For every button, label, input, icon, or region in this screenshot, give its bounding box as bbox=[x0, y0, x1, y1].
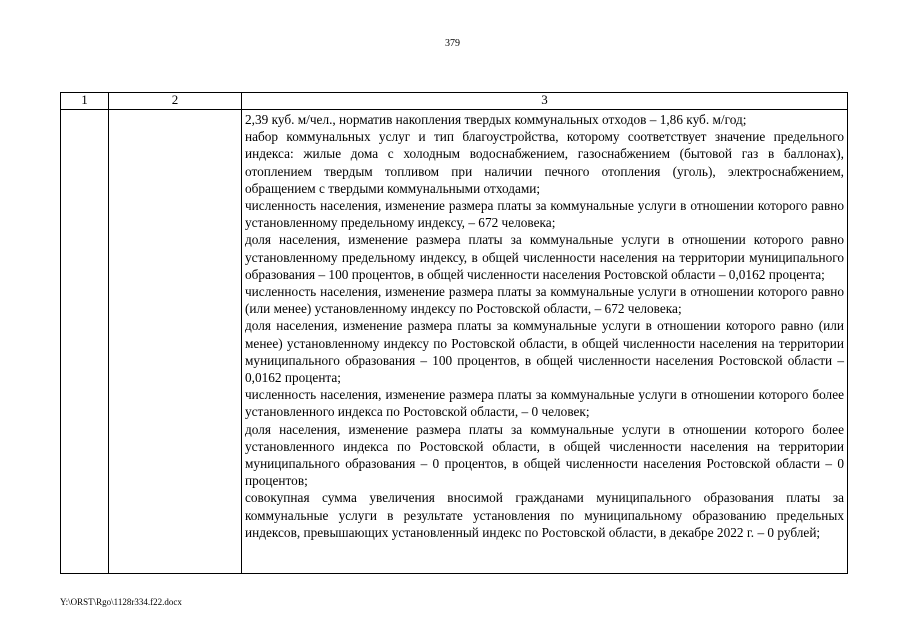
page-number: 379 bbox=[445, 38, 460, 49]
table-cell-col1 bbox=[61, 110, 109, 574]
paragraph: совокупная сумма увеличения вносимой гражданами муниципального образования платы за коммунальные услуги в результате установления по муниципальному образованию предельных индексов, превышающих установленный индекс по Ростовской области, в декабре 2022 г. – 0 рублей; bbox=[245, 490, 844, 540]
paragraph: численность населения, изменение размера платы за коммунальные услуги в отношении которого более установленного индекса по Ростовской области, – 0 человек; bbox=[245, 387, 844, 420]
document-table bbox=[60, 92, 848, 574]
paragraph: доля населения, изменение размера платы за коммунальные услуги в отношении которого более установленного индекса по Ростовской области, в общей численности населения на территории муниципального образования – 0 процентов, в общей численности населения Ростовской области – 0 процентов; bbox=[245, 421, 844, 489]
column-header-2: 2 bbox=[109, 93, 242, 110]
paragraph: доля населения, изменение размера платы за коммунальные услуги в отношении которого равно (или менее) установленному индексу по Ростовской области, в общей численности населения на территории муниципального образования – 100 процентов, в общей численности населения Ростовской области – 0,0162 процента; bbox=[245, 318, 844, 386]
paragraph: 2,39 куб. м/чел., норматив накопления твердых коммунальных отходов – 1,86 куб. м/год; bbox=[245, 112, 747, 127]
paragraph: набор коммунальных услуг и тип благоустройства, которому соответствует значение предельного индекса: жилые дома с холодным водоснабжением, газоснабжением (бытовой газ в баллонах), отоплением твердым топливом при наличии печного отопления (уголь), электроснабжением, обращением с твердыми коммунальными отходами; bbox=[245, 129, 844, 196]
column-header-1: 1 bbox=[61, 93, 109, 110]
table-cell-col3 bbox=[242, 110, 848, 574]
paragraph: численность населения, изменение размера платы за коммунальные услуги в отношении которого равно (или менее) установленному индексу по Ростовской области, – 672 человека; bbox=[245, 284, 844, 317]
table-header-row bbox=[61, 93, 848, 110]
file-path-footer: Y:\ORST\Rgo\1128r334.f22.docx bbox=[60, 597, 182, 607]
column-header-3: 3 bbox=[242, 93, 848, 110]
table-cell-col2 bbox=[109, 110, 242, 574]
paragraph: доля населения, изменение размера платы за коммунальные услуги в отношении которого равно установленному предельному индексу, в общей численности населения на территории муниципального образования – 100 процентов, в общей численности населения Ростовской области – 0,0162 процента; bbox=[245, 232, 844, 282]
table-row bbox=[61, 110, 848, 574]
paragraph: численность населения, изменение размера платы за коммунальные услуги в отношении которого равно установленному предельному индексу, – 672 человека; bbox=[245, 198, 844, 231]
